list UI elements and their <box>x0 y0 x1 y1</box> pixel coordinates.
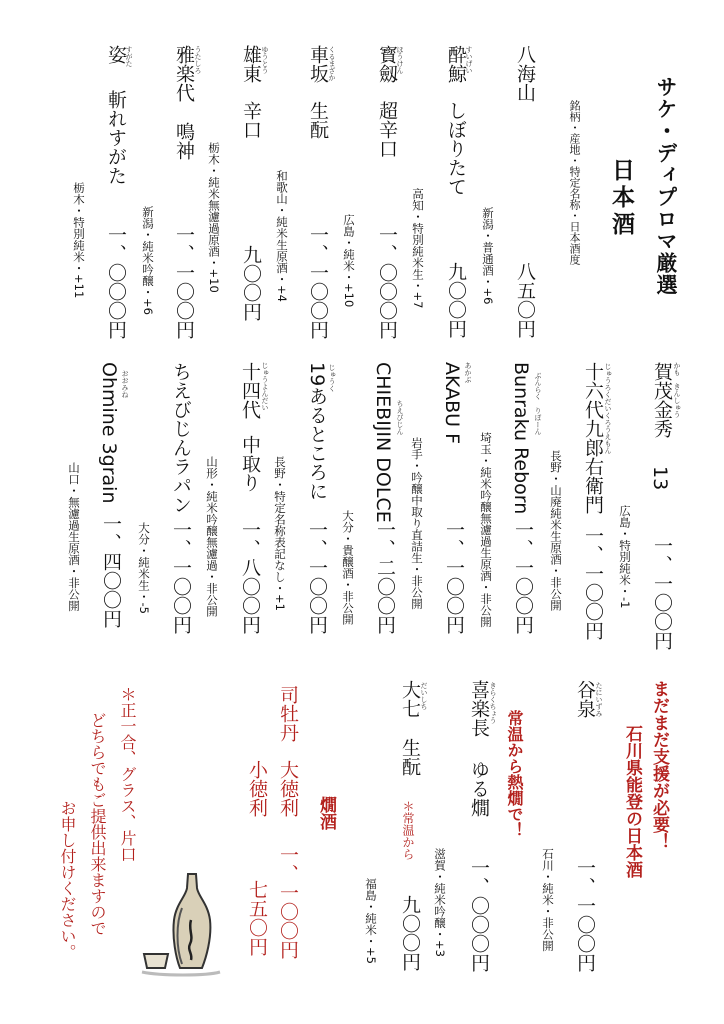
sake-name: 寳劔 <box>376 45 398 83</box>
sake-name: 十六代九郎右衛門 <box>582 362 604 514</box>
sake-price: 一、一〇〇円 <box>443 520 465 634</box>
page-title: サケ・ディプロマ厳選 <box>654 76 678 296</box>
sake-name: CHIEBIJIN DOLCE <box>372 362 394 523</box>
sake-price: 一、一〇〇円 <box>173 225 195 339</box>
sake-spec: 栃木・純米無濾過原酒・+10 <box>207 142 221 293</box>
sake-ruby: ぶんらく りぼーん <box>534 372 542 435</box>
sake-price: 一、一〇〇円 <box>512 520 534 634</box>
sake-price: 一、一〇〇円 <box>574 858 596 972</box>
warm-note: ＊常温から <box>401 800 415 860</box>
sake-name-sub: 生酛 <box>399 738 421 776</box>
sake-spec: 広島・特別純米・-1 <box>618 505 632 609</box>
kanzake-title: 燗酒 <box>316 796 336 830</box>
sake-name-sub: 超辛口 <box>376 101 398 158</box>
sake-ruby: だいしち <box>420 682 428 710</box>
ground-shadow <box>142 972 220 975</box>
sake-spec: 石川・純米・非公開 <box>541 848 555 952</box>
sake-price: 一、〇〇〇円 <box>105 225 127 339</box>
sake-name: 雄東 <box>240 45 262 83</box>
sake-ruby: じゅうよんだい <box>261 362 269 411</box>
warm-headline: 常温から熱燗で！ <box>505 710 524 838</box>
sake-name: AKABU F <box>441 362 463 445</box>
sake-name: 賀茂金秀 <box>651 362 673 438</box>
support-headline: まだまだ支援が必要！ <box>649 680 669 850</box>
sake-spec: 和歌山・純米生原酒・+4 <box>275 170 289 302</box>
sake-ruby: じゅうく <box>328 364 336 392</box>
sake-name: 喜楽長 <box>468 680 490 737</box>
sake-ruby: たにいずみ <box>595 682 603 717</box>
sake-price: 九〇〇円 <box>399 895 421 971</box>
kanzake-price: 一、一〇〇円 <box>277 845 299 959</box>
sake-spec: 埼玉・純米吟醸無濾過生原酒・非公開 <box>479 432 493 628</box>
sake-spec: 山口・無濾過生原酒・非公開 <box>67 462 81 612</box>
footer-line3: お申し付けください。 <box>58 800 77 960</box>
sake-ruby: ゆうとう <box>261 46 269 74</box>
sake-name: ちえびじんラパン <box>170 362 192 514</box>
sake-name: 十四代 <box>239 362 261 419</box>
sake-name-sub: しぼりたて <box>445 101 467 196</box>
sake-spec: 大分・貴醸酒・非公開 <box>341 510 355 625</box>
column-legend: 銘柄・産地・特定名称・日本酒度 <box>568 100 581 265</box>
sake-name: 車坂 <box>307 45 329 83</box>
sake-spec: 岩手・吟醸中取り直詰生・非公開 <box>410 437 424 610</box>
sake-name: 八海山 <box>514 45 536 102</box>
sake-price: 一、一〇〇円 <box>306 520 328 634</box>
sake-price: 一、〇〇〇円 <box>468 858 490 972</box>
sake-spec: 山形・純米吟醸無濾過・非公開 <box>205 456 219 617</box>
footer-line1: ＊正一合、グラス、片口 <box>118 686 137 862</box>
sake-name-sub: 鳴神 <box>173 122 195 160</box>
sake-ruby: あかぶ <box>464 362 472 383</box>
sake-price: 一、一〇〇円 <box>307 225 329 339</box>
sake-name: Ohmine 3grain <box>98 362 120 504</box>
sake-ruby: じゅうろくだいくろうえもん <box>604 363 612 454</box>
sake-ruby: すがた <box>125 46 133 67</box>
sake-ruby: ほうけん <box>396 46 404 74</box>
sake-ruby: すいげい <box>465 46 473 74</box>
tokkuri-illustration <box>136 868 226 978</box>
kanzake-price: 七五〇円 <box>246 880 268 956</box>
sake-spec: 大分・純米生・-5 <box>137 522 151 614</box>
sake-price: 一、〇〇〇円 <box>376 225 398 339</box>
sake-ruby: くるまざか <box>328 46 336 81</box>
sake-ruby: ちえびじん <box>396 400 404 435</box>
sake-spec: 新潟・純米吟醸・+6 <box>141 206 155 315</box>
sake-name-sub: 斬れすがた <box>105 90 127 185</box>
sake-spec: 長野・山廃純米生原酒・非公開 <box>549 450 563 611</box>
sake-spec: 長野・特定名称表記なし・+1 <box>273 456 287 611</box>
sake-spec: 広島・純米・+10 <box>342 214 356 308</box>
sake-spec: 高知・特別純米生・+7 <box>411 188 425 309</box>
sake-price: 九〇〇円 <box>240 245 262 321</box>
sake-price: 一、二〇〇円 <box>374 520 396 634</box>
sake-spec: 栃木・特別純米・+11 <box>72 182 86 299</box>
sake-price: 一、八〇〇円 <box>239 520 261 634</box>
sake-price: 一、一〇〇円 <box>582 526 604 640</box>
kanzake-name: 司牡丹 <box>277 685 299 742</box>
support-subhead: 石川県能登の日本酒 <box>622 725 642 878</box>
sake-name-sub: 辛口 <box>240 101 262 139</box>
sake-name-sub: 中取り <box>239 435 261 492</box>
sake-name-sub: 生酛 <box>307 101 329 139</box>
sake-spec: 滋賀・純米吟醸・+3 <box>433 848 447 957</box>
sake-ruby: うたしろ <box>194 46 202 74</box>
sake-spec: 福島・純米・+5 <box>364 878 378 964</box>
sake-name-sub: ゆる燗 <box>468 760 490 817</box>
sake-name: 雅楽代 <box>173 45 195 102</box>
sake-price: 九〇〇円 <box>445 262 467 338</box>
sake-cup <box>144 954 168 968</box>
sake-price: 一、四〇〇円 <box>100 514 122 628</box>
sake-ruby: きらくちょう <box>489 682 497 724</box>
sake-price: 一、一〇〇円 <box>170 520 192 634</box>
sake-ruby: かも きんしゅう <box>673 362 681 418</box>
sake-name: 酔鯨 <box>445 45 467 83</box>
kanzake-size: 大徳利 <box>277 760 299 817</box>
sake-name: 姿 <box>105 45 127 64</box>
sake-name: Bunraku Reborn <box>510 362 532 515</box>
sake-price: 一、一〇〇円 <box>651 536 673 650</box>
sake-price: 八五〇円 <box>514 262 536 338</box>
footer-line2: どちらでもご提供出来ますので <box>88 712 107 936</box>
sake-name-sub: 13 <box>649 466 671 491</box>
section-title: 日本酒 <box>608 158 634 239</box>
sake-name: 大七 <box>399 680 421 718</box>
sake-ruby: おおみね <box>121 370 129 398</box>
sake-name: 19あるところに <box>306 362 328 501</box>
kanzake-size: 小徳利 <box>246 760 268 817</box>
sake-spec: 新潟・普通酒・+6 <box>481 207 495 305</box>
sake-name: 谷泉 <box>574 680 596 718</box>
